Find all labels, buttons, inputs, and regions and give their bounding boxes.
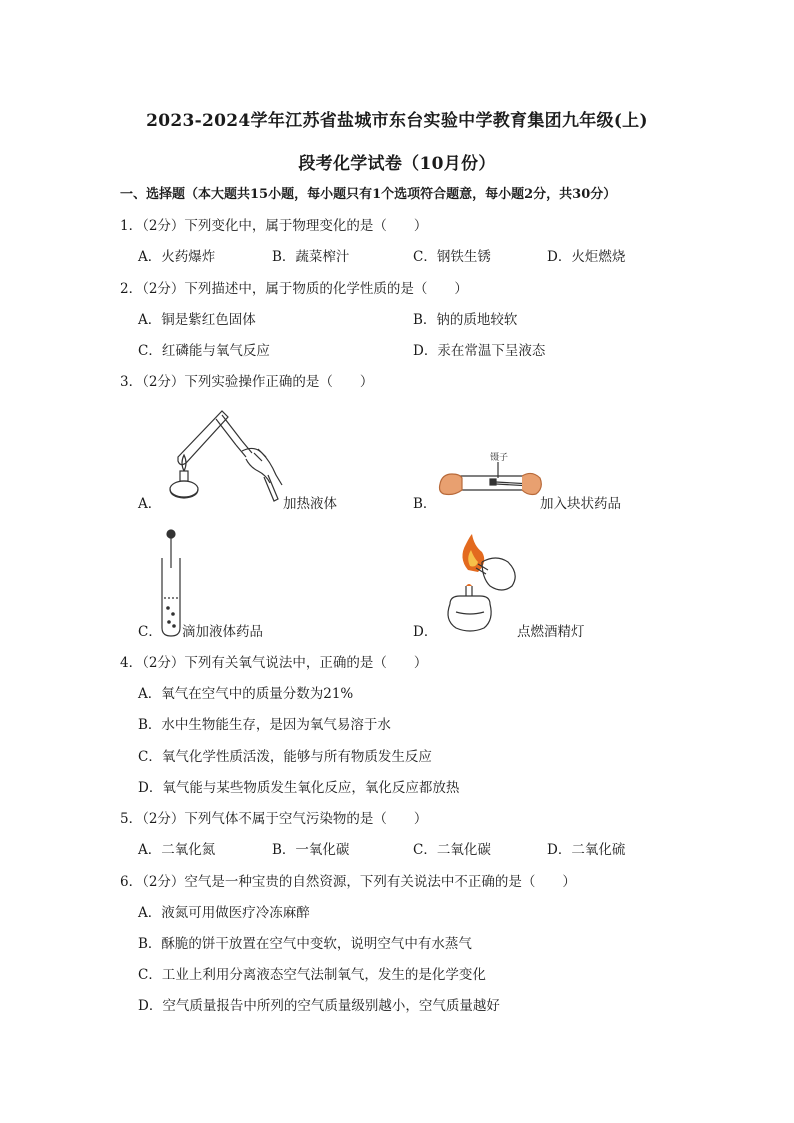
add-solid-figure (436, 448, 544, 508)
question-5-stem: 5．（2分）下列气体不属于空气污染物的是（ ） (120, 811, 428, 827)
question-3-option-c: C． (138, 624, 162, 640)
question-2-option-a: A．铜是紫红色固体 (138, 312, 256, 328)
question-5-option-c: C．二氧化碳 (413, 842, 491, 858)
lighting-lamp-figure (436, 534, 524, 638)
question-1-option-d: D．火炬燃烧 (547, 249, 626, 265)
question-1-option-a: A．火药爆炸 (138, 249, 216, 265)
exam-title-line-1: 2023-2024学年江苏省盐城市东台实验中学教育集团九年级(上) (146, 111, 648, 131)
dropper-figure (158, 528, 184, 640)
question-3-option-b: B． (413, 496, 437, 512)
question-4-option-c: C．氧气化学性质活泼，能够与所有物质发生反应 (138, 749, 432, 765)
question-1-option-b: B．蔬菜榨汁 (272, 249, 350, 265)
question-3-caption-b: 加入块状药品 (540, 496, 621, 512)
question-5-option-b: B．一氧化碳 (272, 842, 350, 858)
question-5-option-a: A．二氧化氮 (138, 842, 216, 858)
question-2-option-c: C．红磷能与氧气反应 (138, 343, 270, 359)
question-4-stem: 4．（2分）下列有关氧气说法中，正确的是（ ） (120, 655, 428, 671)
question-4-option-a: A．氧气在空气中的质量分数为21% (138, 686, 354, 702)
question-4-option-d: D．氧气能与某些物质发生氧化反应，氧化反应都放热 (138, 780, 460, 796)
question-3-caption-a: 加热液体 (283, 496, 337, 512)
question-4-option-b: B．水中生物能生存，是因为氧气易溶于水 (138, 717, 391, 733)
question-1-option-c: C．钢铁生锈 (413, 249, 491, 265)
question-1-stem: 1．（2分）下列变化中，属于物理变化的是（ ） (120, 218, 428, 234)
question-3-option-a: A． (138, 496, 162, 512)
question-3-caption-d: 点燃酒精灯 (517, 624, 585, 640)
question-6-option-d: D．空气质量报告中所列的空气质量级别越小，空气质量越好 (138, 998, 500, 1014)
question-6-option-c: C．工业上利用分离液态空气法制氧气，发生的是化学变化 (138, 967, 486, 983)
question-2-option-d: D．汞在常温下呈液态 (413, 343, 546, 359)
question-6-option-a: A．液氮可用做医疗冷冻麻醉 (138, 905, 310, 921)
section-heading: 一、选择题（本大题共15小题，每小题只有1个选项符合题意，每小题2分，共30分） (120, 187, 617, 202)
question-3-caption-c: 滴加液体药品 (182, 624, 263, 640)
question-6-option-b: B．酥脆的饼干放置在空气中变软，说明空气中有水蒸气 (138, 936, 472, 952)
question-2-stem: 2．（2分）下列描述中，属于物质的化学性质的是（ ） (120, 281, 468, 297)
heating-liquid-figure (158, 405, 288, 505)
question-3-option-d: D． (413, 624, 438, 640)
question-6-stem: 6．（2分）空气是一种宝贵的自然资源，下列有关说法中不正确的是（ ） (120, 874, 576, 890)
question-3-stem: 3．（2分）下列实验操作正确的是（ ） (120, 374, 374, 390)
exam-title-line-2: 段考化学试卷（10月份） (298, 154, 496, 174)
question-2-option-b: B．钠的质地较软 (413, 312, 518, 328)
tweezers-label: 镊子 (490, 453, 509, 463)
question-5-option-d: D．二氧化硫 (547, 842, 626, 858)
